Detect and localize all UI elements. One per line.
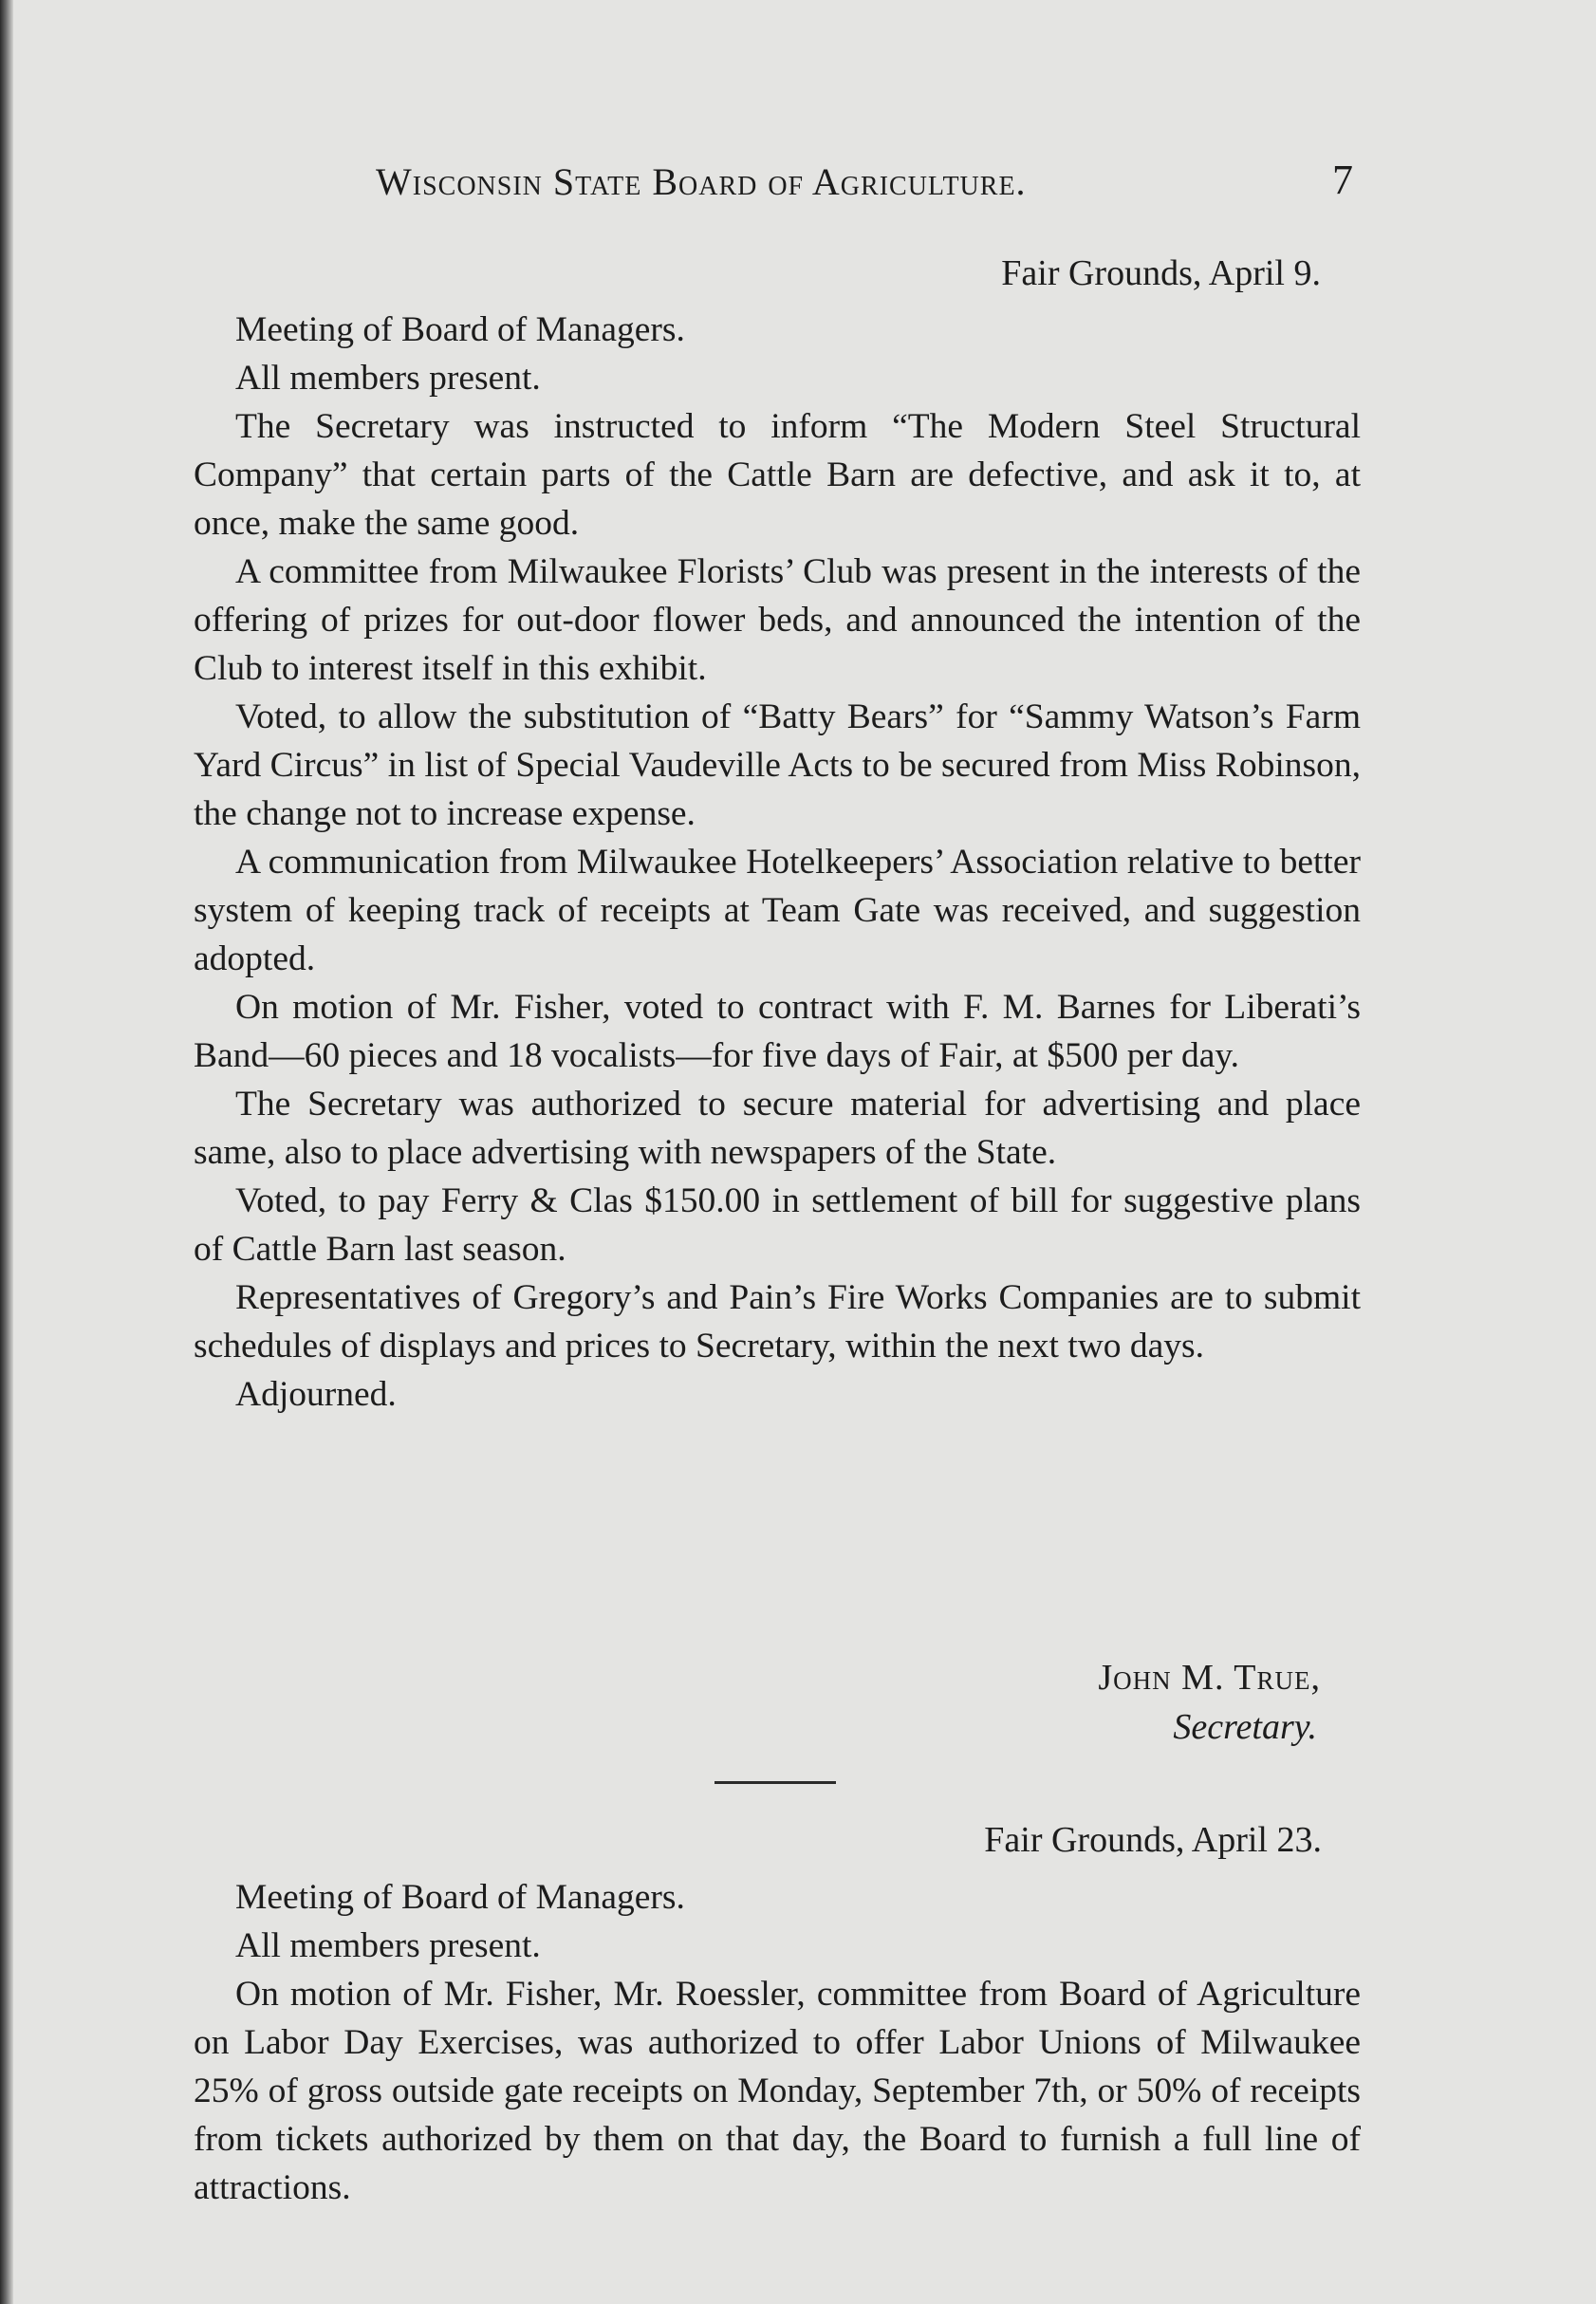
binding-edge [0, 0, 13, 2304]
running-head: Wisconsin State Board of Agriculture. [376, 160, 1027, 203]
minutes-april-23 [194, 1873, 1361, 2212]
paragraph: The Secretary was instructed to inform “The Modern Steel Structural Company” that certain parts of the Cattle Barn are defective, and ask it to, at once, make the same good. [194, 407, 1361, 543]
signatory-title: Secretary. [1173, 1707, 1317, 1747]
signatory-name: John M. True, [1098, 1658, 1321, 1698]
paragraph: Voted, to pay Ferry & Clas $150.00 in settlement of bill for suggestive plans of Cattle Barn last season. [194, 1181, 1361, 1269]
dateline-april-9: Fair Grounds, April 9. [1001, 253, 1321, 293]
paragraph: A committee from Milwaukee Florists’ Club was present in the interests of the offering of prizes for out-door flower beds, and announced the intention of the Club to interest itself in this exhibit. [194, 552, 1361, 688]
paragraph: Voted, to allow the substitution of “Batty Bears” for “Sammy Watson’s Farm Yard Circus” in list of Special Vaudeville Acts to be secured from Miss Robinson, the change not to increase expense. [194, 697, 1361, 833]
page-number: 7 [1332, 157, 1353, 203]
paragraph: On motion of Mr. Fisher, Mr. Roessler, committee from Board of Agriculture on Labor Day Exercises, was authorized to offer Labor Unions of Milwaukee 25% of gross outside gate receipts on Monday, September 7th, or 50% of receipts from tickets authorized by them on that day, the Board to furnish a full line of attractions. [194, 1975, 1361, 2207]
paragraph: Adjourned. [235, 1375, 397, 1414]
paragraph: A communication from Milwaukee Hotelkeepers’ Association relative to better system of keeping track of receipts at Team Gate was received, and suggestion adopted. [194, 843, 1361, 978]
paragraph: On motion of Mr. Fisher, voted to contract with F. M. Barnes for Liberati’s Band—60 pieces and 18 vocalists—for five days of Fair, at $500 per day. [194, 988, 1361, 1075]
minutes-april-9 [194, 306, 1361, 1419]
paragraph: The Secretary was authorized to secure material for advertising and place same, also to place advertising with newspapers of the State. [194, 1085, 1361, 1172]
dateline-april-23: Fair Grounds, April 23. [984, 1820, 1322, 1860]
paragraph: All members present. [235, 359, 541, 398]
section-divider [714, 1781, 836, 1784]
signature-block [1098, 1653, 1321, 1752]
paragraph: Representatives of Gregory’s and Pain’s Fire Works Companies are to submit schedules of displays and prices to Secretary, within the next two days. [194, 1278, 1361, 1366]
paragraph: Meeting of Board of Managers. [235, 310, 685, 349]
paragraph: All members present. [235, 1926, 541, 1965]
paragraph: Meeting of Board of Managers. [235, 1878, 685, 1917]
